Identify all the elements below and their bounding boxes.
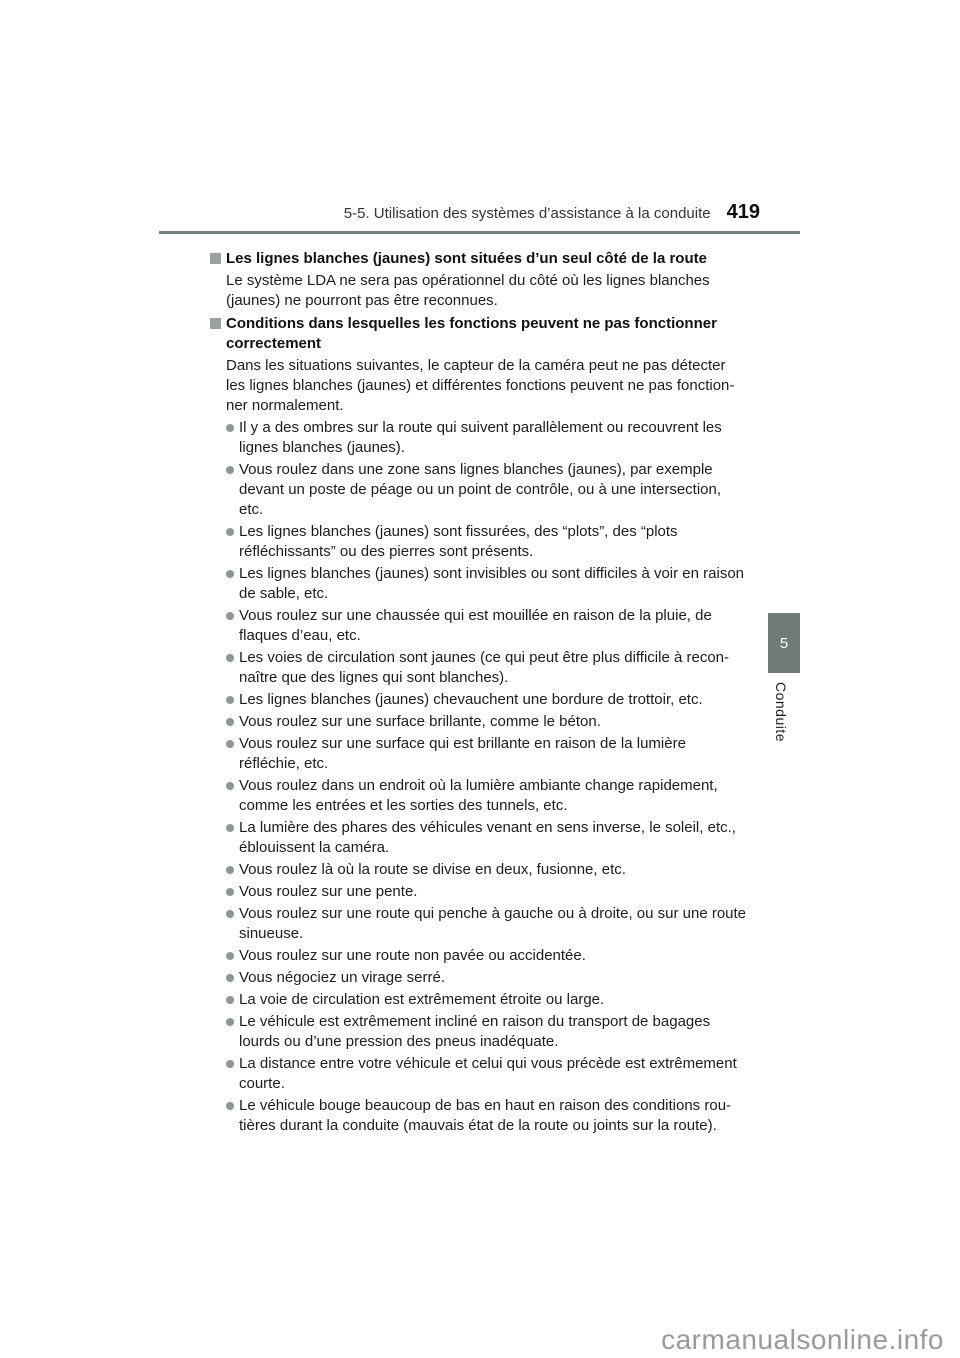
heading-line: Les lignes blanches (jaunes) sont situées d’un seul côté de la route [226,250,707,267]
condition-item [226,946,756,966]
square-bullet-icon [210,318,221,329]
condition-line: naître que des lignes qui sont blanches). [239,669,509,686]
heading-line: Conditions dans lesquelles les fonctions peuvent ne pas fonctionner [226,315,717,332]
condition-line: éblouissent la caméra. [239,839,390,856]
condition-line: lourds ou d’une pression des pneus inadéquate. [239,1033,559,1050]
circle-bullet-icon [226,866,234,874]
condition-line: Vous roulez dans un endroit où la lumière ambiante change rapidement, [239,777,718,794]
manual-section [210,249,756,311]
condition-item [226,648,756,688]
condition-line: Les voies de circulation sont jaunes (ce qui peut être plus difficile à recon- [239,649,729,666]
condition-item-text [239,990,753,1010]
manual-section [210,314,756,1136]
condition-item-text [239,564,753,604]
condition-item [226,1012,756,1052]
condition-line: sinueuse. [239,925,304,942]
condition-item [226,1096,756,1136]
circle-bullet-icon [226,974,234,982]
paragraph-line: ner normalement. [226,397,344,414]
condition-line: etc. [239,501,264,518]
condition-item-text [239,818,753,858]
condition-item-text [239,606,753,646]
condition-item [226,990,756,1010]
page-number: 419 [726,201,760,223]
condition-line: La lumière des phares des véhicules venant en sens inverse, le soleil, etc., [239,819,736,836]
condition-item [226,712,756,732]
condition-item [226,882,756,902]
condition-item-text [239,690,753,710]
condition-item [226,606,756,646]
paragraph-line: Dans les situations suivantes, le capteur de la caméra peut ne pas détecter [226,357,726,374]
condition-line: Vous roulez sur une pente. [239,883,418,900]
section-heading [210,314,756,354]
condition-line: Vous roulez dans une zone sans lignes blanches (jaunes), par exemple [239,461,713,478]
circle-bullet-icon [226,996,234,1004]
paragraph-line: (jaunes) ne pourront pas être reconnues. [226,292,498,309]
circle-bullet-icon [226,424,234,432]
condition-item [226,522,756,562]
circle-bullet-icon [226,952,234,960]
page-content [210,246,756,1136]
condition-item-text [239,882,753,902]
circle-bullet-icon [226,888,234,896]
condition-line: Vous roulez sur une surface brillante, comme le béton. [239,713,601,730]
condition-line: devant un poste de péage ou un point de contrôle, ou à une intersection, [239,481,722,498]
condition-line: réfléchissants” ou des pierres sont présents. [239,543,534,560]
section-paragraph [226,356,752,416]
circle-bullet-icon [226,1102,234,1110]
condition-item [226,776,756,816]
condition-item [226,1054,756,1094]
condition-item-text [239,776,753,816]
condition-line: Vous roulez sur une route non pavée ou accidentée. [239,947,586,964]
condition-item [226,734,756,774]
section-heading-text [226,314,752,354]
circle-bullet-icon [226,1060,234,1068]
condition-item-text [239,522,753,562]
condition-item [226,904,756,944]
condition-line: Vous roulez là où la route se divise en deux, fusionne, etc. [239,861,626,878]
condition-line: La voie de circulation est extrêmement étroite ou large. [239,991,605,1008]
condition-item-text [239,1054,753,1094]
condition-item-text [239,418,753,458]
condition-line: Vous négociez un virage serré. [239,969,445,986]
chapter-number-label: 5 [779,634,789,652]
condition-item [226,564,756,604]
condition-item-text [239,904,753,944]
condition-item-text [239,460,753,520]
condition-item [226,968,756,988]
condition-item [226,690,756,710]
condition-line: Les lignes blanches (jaunes) chevauchent une bordure de trottoir, etc. [239,691,703,708]
circle-bullet-icon [226,740,234,748]
condition-item-text [239,712,753,732]
paragraph-line: Le système LDA ne sera pas opérationnel du côté où les lignes blanches [226,272,710,289]
square-bullet-icon [210,253,221,264]
condition-line: Il y a des ombres sur la route qui suivent parallèlement ou recouvrent les [239,419,722,436]
condition-line: Vous roulez sur une surface qui est brillante en raison de la lumière [239,735,686,752]
condition-item [226,818,756,858]
circle-bullet-icon [226,718,234,726]
condition-line: Vous roulez sur une route qui penche à gauche ou à droite, ou sur une route [239,905,747,922]
condition-item-text [239,1012,753,1052]
header-divider [159,231,800,234]
condition-item [226,418,756,458]
condition-item-text [239,734,753,774]
circle-bullet-icon [226,910,234,918]
section-breadcrumb: 5-5. Utilisation des systèmes d’assistance à la conduite [343,205,711,222]
circle-bullet-icon [226,1018,234,1026]
circle-bullet-icon [226,696,234,704]
condition-line: Les lignes blanches (jaunes) sont fissurées, des “plots”, des “plots [239,523,678,540]
circle-bullet-icon [226,528,234,536]
circle-bullet-icon [226,654,234,662]
watermark-text: carmanualsonline.info [661,1324,944,1355]
circle-bullet-icon [226,824,234,832]
circle-bullet-icon [226,570,234,578]
condition-item-text [239,946,753,966]
condition-line: lignes blanches (jaunes). [239,439,405,456]
condition-line: flaques d’eau, etc. [239,627,361,644]
chapter-tab [768,613,800,673]
section-heading [210,249,756,269]
paragraph-line: les lignes blanches (jaunes) et différentes fonctions peuvent ne pas fonction- [226,377,735,394]
condition-line: Les lignes blanches (jaunes) sont invisibles ou sont difficiles à voir en raison [239,565,744,582]
condition-item-text [239,968,753,988]
condition-line: courte. [239,1075,285,1092]
heading-line: correctement [226,335,322,352]
page-header [159,201,800,224]
chapter-name-label: Conduite [773,682,789,743]
condition-line: La distance entre votre véhicule et celui qui vous précède est extrêmement [239,1055,737,1072]
condition-line: Le véhicule bouge beaucoup de bas en haut en raison des conditions rou- [239,1097,732,1114]
condition-line: de sable, etc. [239,585,329,602]
condition-item-text [239,860,753,880]
condition-line: Vous roulez sur une chaussée qui est mouillée en raison de la pluie, de [239,607,712,624]
condition-item [226,460,756,520]
section-paragraph [226,271,752,311]
condition-list [226,418,756,1136]
condition-line: réfléchie, etc. [239,755,329,772]
condition-line: Le véhicule est extrêmement incliné en raison du transport de bagages [239,1013,711,1030]
circle-bullet-icon [226,782,234,790]
condition-item-text [239,648,753,688]
section-heading-text [226,249,752,269]
circle-bullet-icon [226,612,234,620]
condition-line: tières durant la conduite (mauvais état de la route ou joints sur la route). [239,1117,717,1134]
condition-line: comme les entrées et les sorties des tunnels, etc. [239,797,568,814]
condition-item-text [239,1096,753,1136]
condition-item [226,860,756,880]
circle-bullet-icon [226,466,234,474]
